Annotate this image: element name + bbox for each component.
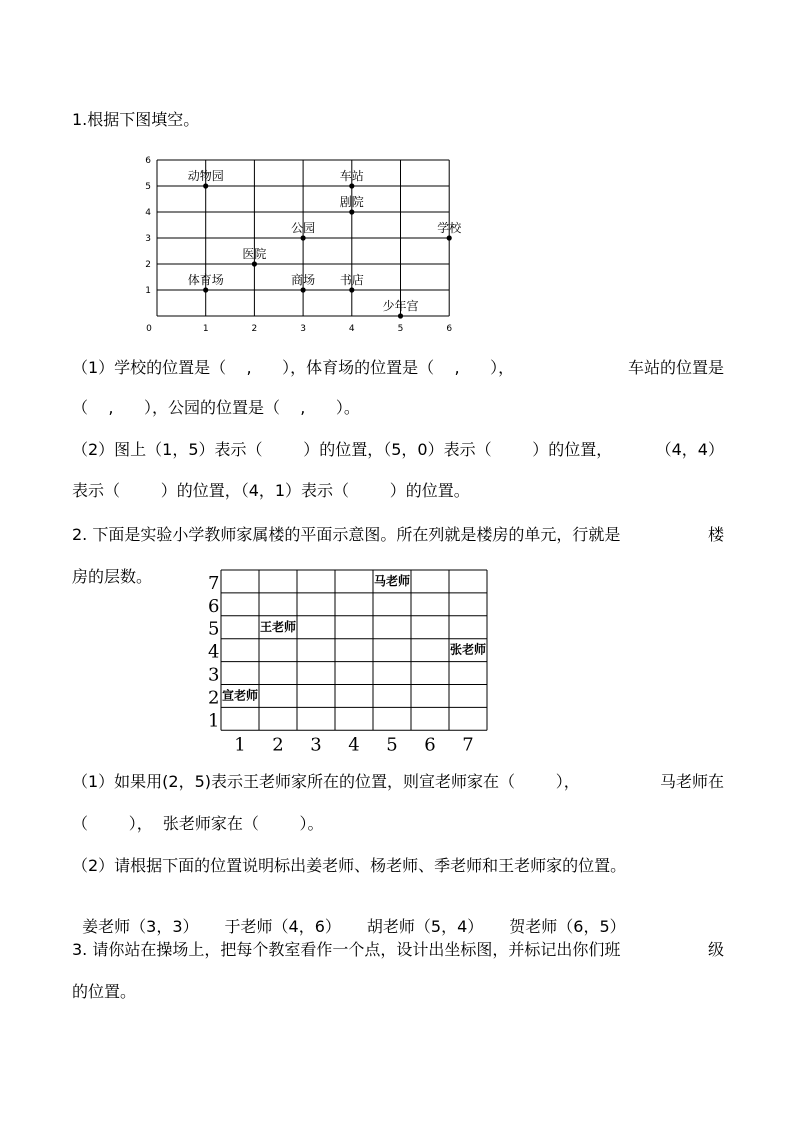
row-label: 4 (208, 641, 220, 663)
q1-part2-line1 (72, 440, 724, 460)
q3-text-b: 级 (707, 940, 724, 959)
x-tick-label: 6 (446, 324, 453, 334)
q2-item: 胡老师（5，4） (366, 917, 484, 936)
q1-title: 1.根据下图填空。 (72, 110, 200, 129)
column-label: 5 (386, 734, 398, 756)
y-tick-label: 4 (145, 208, 151, 218)
q2-item: 于老师（4，6） (224, 917, 341, 936)
x-tick-label: 1 (202, 324, 209, 334)
q1-part1-line1 (72, 358, 724, 378)
place-label: 车站 (339, 169, 364, 183)
column-label: 4 (348, 734, 360, 756)
y-tick-label: 2 (145, 260, 151, 270)
place-label: 书店 (339, 273, 364, 287)
place-label: 动物园 (187, 169, 224, 183)
y-tick-label: 1 (145, 286, 151, 296)
place-label: 体育场 (187, 273, 224, 287)
row-label: 2 (208, 687, 220, 709)
q2-part1-text-b: 马老师在 (659, 772, 724, 791)
place-point (252, 261, 257, 266)
place-point (349, 209, 354, 214)
y-tick-label: 6 (145, 156, 151, 166)
q3-line1 (72, 940, 724, 960)
column-label: 2 (272, 734, 284, 756)
q2-part2-line1: （2）请根据下面的位置说明标出姜老师、杨老师、季老师和王老师家的位置。 (72, 856, 627, 875)
place-label: 医院 (242, 247, 267, 261)
q2-item: 贺老师（6，5） (509, 917, 626, 936)
row-label: 5 (208, 618, 220, 640)
place-point (301, 287, 306, 292)
x-tick-label: 4 (348, 324, 355, 334)
q1-part2-text-a: （2）图上（1，5）表示（ ）的位置，（5，0）表示（ ）的位置， (72, 440, 613, 459)
place-label: 剧院 (339, 195, 364, 209)
x-tick-label: 0 (146, 324, 152, 334)
q3-line2: 的位置。 (72, 982, 137, 1001)
teacher-label: 宣老师 (221, 688, 259, 703)
row-label: 3 (208, 664, 220, 686)
teacher-label: 张老师 (449, 642, 487, 657)
place-point (447, 235, 452, 240)
place-point (203, 287, 208, 292)
x-tick-label: 2 (251, 324, 258, 334)
q1-part1-line2: （ , ），公园的位置是（ , ）。 (72, 398, 360, 417)
q2-intro-line1 (72, 525, 724, 545)
q2-part1-line1 (72, 772, 724, 792)
x-tick-label: 3 (300, 324, 306, 334)
teacher-label: 王老师 (259, 619, 297, 634)
q2-part1-line2: （ ）， 张老师家在（ ）。 (72, 814, 324, 833)
x-tick-label: 5 (397, 324, 404, 334)
place-label: 少年宫 (382, 299, 419, 313)
teacher-label: 马老师 (373, 574, 411, 588)
place-point (349, 183, 354, 188)
q1-part1-text-a: （1）学校的位置是（ , ），体育场的位置是（ , ）， (72, 358, 515, 377)
row-label: 1 (208, 710, 220, 732)
place-label: 公园 (291, 221, 316, 235)
q1-part2-text-b: （4，4） (655, 440, 724, 459)
place-point (203, 183, 208, 188)
column-label: 1 (234, 734, 246, 756)
place-point (398, 313, 403, 318)
row-label: 6 (208, 595, 220, 617)
q2-intro-text-a: 2. 下面是实验小学教师家属楼的平面示意图。所在列就是楼房的单元，行就是 (72, 525, 621, 544)
q2-intro-text-b: 楼 (707, 525, 724, 544)
place-point (301, 235, 306, 240)
row-label: 7 (208, 572, 220, 594)
q1-part1-text-b: 车站的位置是 (627, 358, 724, 377)
column-label: 3 (310, 734, 322, 756)
q2-item: 姜老师（3，3） (82, 917, 199, 936)
q2-intro-line2: 房的层数。 (72, 567, 153, 586)
column-label: 7 (462, 734, 474, 756)
y-tick-label: 3 (145, 234, 151, 244)
q2-building-grid (0, 560, 794, 760)
column-label: 6 (424, 734, 436, 756)
q2-part2-items (72, 897, 626, 937)
place-label: 商场 (291, 273, 316, 287)
y-tick-label: 5 (145, 182, 151, 192)
q2-part1-text-a: （1）如果用(2，5)表示王老师家所在的位置，则宣老师家在（ ）， (72, 772, 580, 791)
place-point (349, 287, 354, 292)
q1-part2-line2: 表示（ ）的位置，（4，1）表示（ ）的位置。 (72, 481, 470, 500)
q3-text-a: 3. 请你站在操场上，把每个教室看作一个点，设计出坐标图，并标记出你们班 (72, 940, 621, 959)
place-label: 学校 (437, 221, 462, 235)
q1-coordinate-grid (0, 0, 794, 350)
